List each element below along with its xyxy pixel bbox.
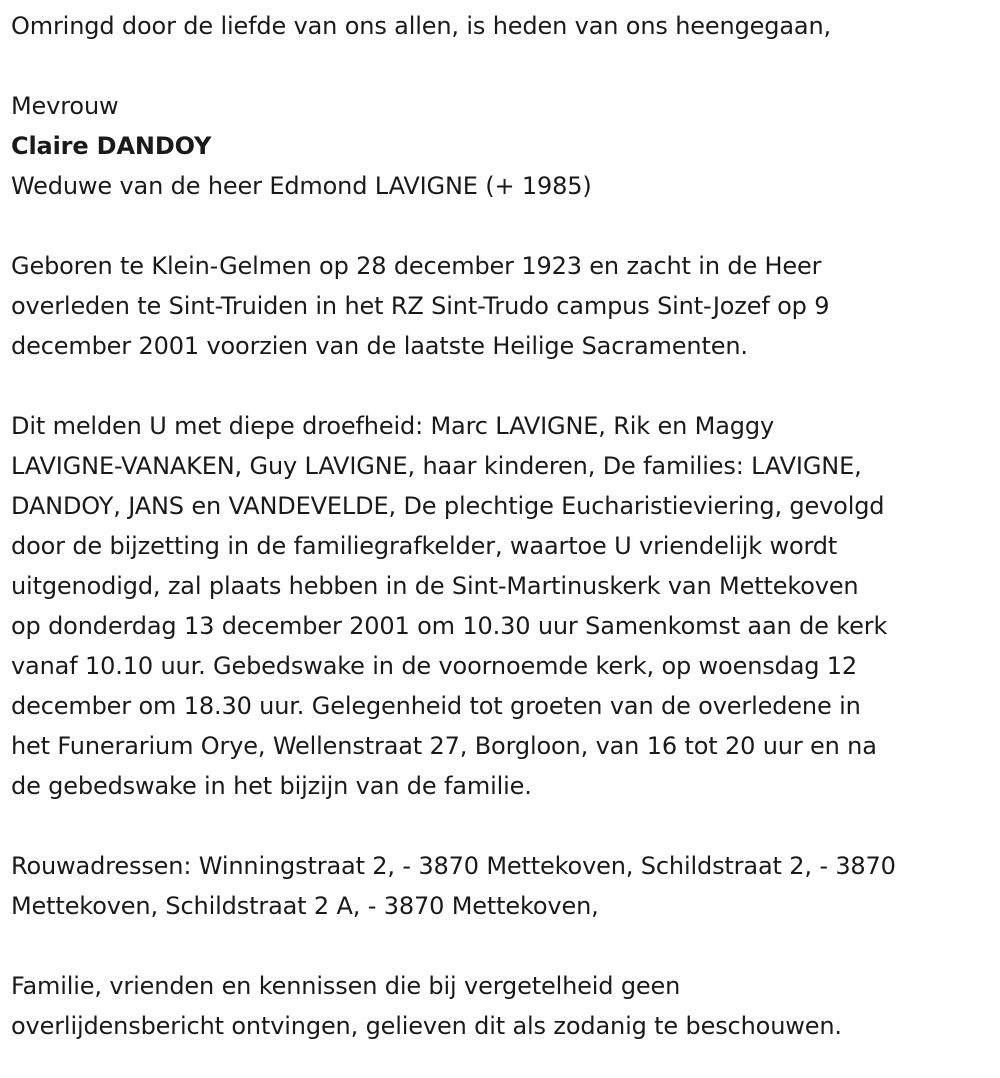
announcement-line: december om 18.30 uur. Gelegenheid tot groeten van de overledene in bbox=[11, 692, 861, 720]
announcement-line: het Funerarium Orye, Wellenstraat 27, Borgloon, van 16 tot 20 uur en na bbox=[11, 732, 877, 760]
birth-death-line: overleden te Sint-Truiden in het RZ Sint-Trudo campus Sint-Jozef op 9 bbox=[11, 292, 830, 320]
announcement-line: uitgenodigd, zal plaats hebben in de Sint-Martinuskerk van Mettekoven bbox=[11, 572, 859, 600]
spouse-line: Weduwe van de heer Edmond LAVIGNE (+ 1985) bbox=[11, 172, 592, 200]
address-line: Mettekoven, Schildstraat 2 A, - 3870 Mettekoven, bbox=[11, 892, 599, 920]
closing-line: Familie, vrienden en kennissen die bij vergetelheid geen bbox=[11, 972, 681, 1000]
announcement-line: LAVIGNE-VANAKEN, Guy LAVIGNE, haar kinderen, De families: LAVIGNE, bbox=[11, 452, 862, 480]
announcement-line: op donderdag 13 december 2001 om 10.30 uur Samenkomst aan de kerk bbox=[11, 612, 888, 640]
spacer bbox=[11, 206, 991, 246]
announcement-line: de gebedswake in het bijzijn van de familie. bbox=[11, 772, 532, 800]
salutation: Mevrouw bbox=[11, 92, 119, 120]
announcement-line: door de bijzetting in de familiegrafkelder, waartoe U vriendelijk wordt bbox=[11, 532, 838, 560]
deceased-name: Claire DANDOY bbox=[11, 132, 212, 160]
obituary-document bbox=[11, 6, 991, 1046]
address-line: Rouwadressen: Winningstraat 2, - 3870 Mettekoven, Schildstraat 2, - 3870 bbox=[11, 852, 896, 880]
announcement-line: vanaf 10.10 uur. Gebedswake in de voornoemde kerk, op woensdag 12 bbox=[11, 652, 858, 680]
spacer bbox=[11, 46, 991, 86]
spacer bbox=[11, 926, 991, 966]
announcement-line: Dit melden U met diepe droefheid: Marc LAVIGNE, Rik en Maggy bbox=[11, 412, 774, 440]
announcement-line: DANDOY, JANS en VANDEVELDE, De plechtige Eucharistieviering, gevolgd bbox=[11, 492, 885, 520]
spacer bbox=[11, 806, 991, 846]
spacer bbox=[11, 366, 991, 406]
closing-line: overlijdensbericht ontvingen, gelieven dit als zodanig te beschouwen. bbox=[11, 1012, 842, 1040]
birth-death-line: december 2001 voorzien van de laatste Heilige Sacramenten. bbox=[11, 332, 748, 360]
birth-death-line: Geboren te Klein-Gelmen op 28 december 1923 en zacht in de Heer bbox=[11, 252, 822, 280]
intro-line: Omringd door de liefde van ons allen, is heden van ons heengegaan, bbox=[11, 12, 832, 40]
